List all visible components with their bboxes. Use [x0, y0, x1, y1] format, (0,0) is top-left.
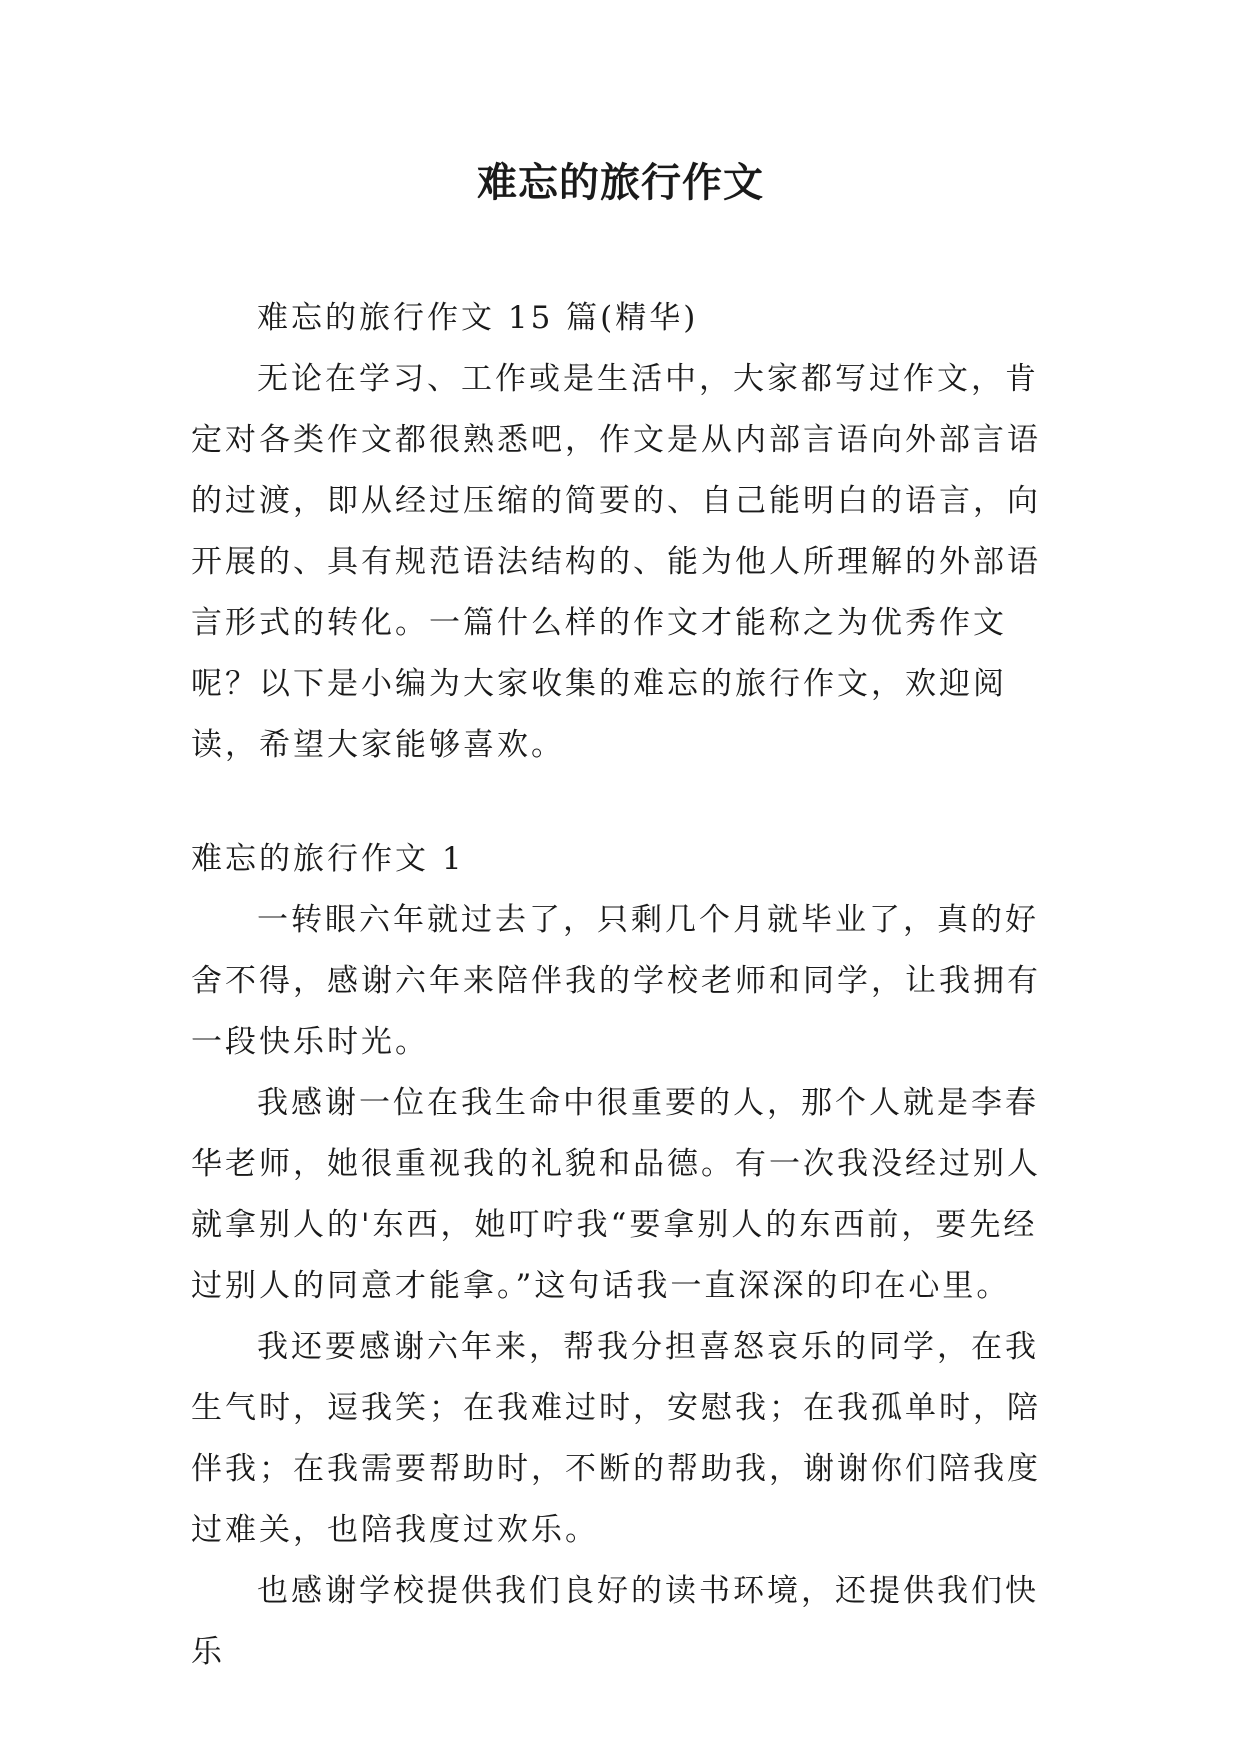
body-paragraph: 我感谢一位在我生命中很重要的人，那个人就是李春华老师，她很重视我的礼貌和品德。有一次我没经过别人就拿别人的'东西，她叮咛我“要拿别人的东西前，要先经过别人的同意才能拿。”这句话我一直深深的印在心里。 — [191, 1085, 1041, 1304]
intro-paragraph: 无论在学习、工作或是生活中，大家都写过作文，肯定对各类作文都很熟悉吧，作文是从内部言语向外部言语的过渡，即从经过压缩的简要的、自己能明白的语言，向开展的、具有规范语法结构的、能为他人所理解的外部语言形式的转化。一篇什么样的作文才能称之为优秀作文呢？以下是小编为大家收集的难忘的旅行作文，欢迎阅读，希望大家能够喜欢。 — [191, 361, 1041, 763]
document-title: 难忘的旅行作文 — [477, 159, 764, 206]
document-subtitle: 难忘的旅行作文 15 篇(精华) — [257, 300, 699, 336]
body-paragraph: 一转眼六年就过去了，只剩几个月就毕业了，真的好舍不得，感谢六年来陪伴我的学校老师和同学，让我拥有一段快乐时光。 — [191, 902, 1041, 1060]
body-paragraph: 也感谢学校提供我们良好的读书环境，还提供我们快乐 — [191, 1573, 1039, 1670]
section-heading: 难忘的旅行作文 1 — [191, 841, 465, 877]
document-body — [191, 288, 1051, 1683]
body-paragraph: 我还要感谢六年来，帮我分担喜怒哀乐的同学，在我生气时，逗我笑；在我难过时，安慰我；在我孤单时，陪伴我；在我需要帮助时，不断的帮助我，谢谢你们陪我度过难关，也陪我度过欢乐。 — [191, 1329, 1041, 1548]
